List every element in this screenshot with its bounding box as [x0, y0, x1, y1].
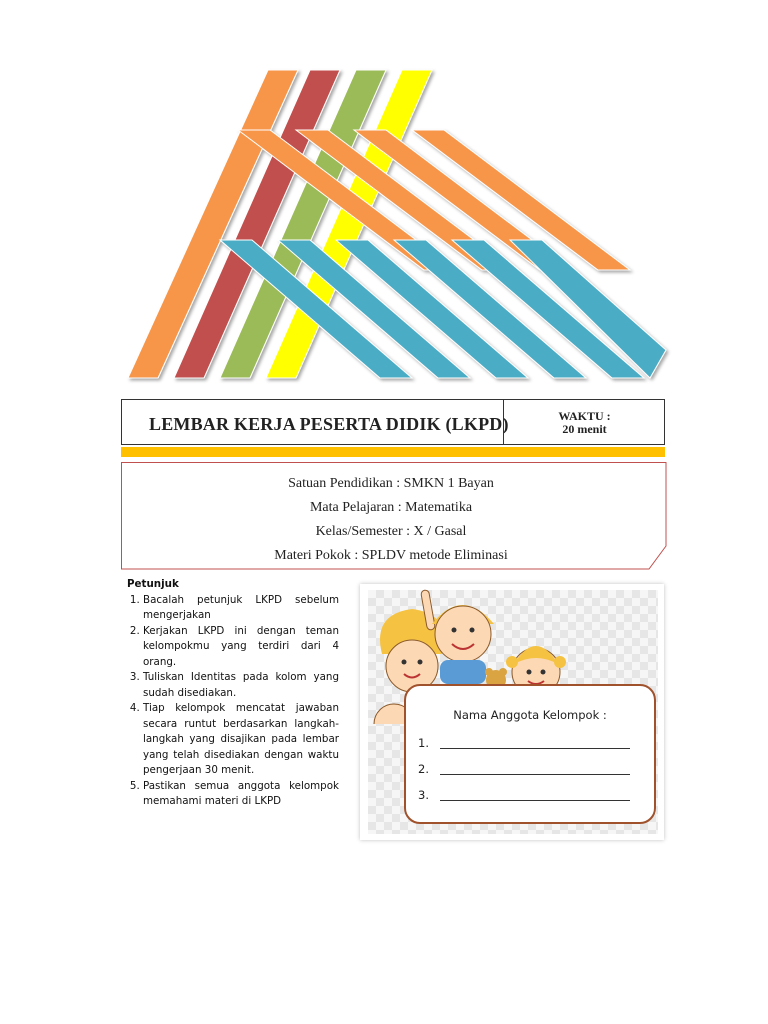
petunjuk-list [127, 593, 339, 810]
document-title: LEMBAR KERJA PESERTA DIDIK (LKPD) [149, 414, 509, 434]
member-number-2: 2. [418, 762, 429, 776]
identity-mapel: Mata Pelajaran : Matematika [309, 500, 473, 515]
identity-box [121, 462, 667, 570]
member-card-title: Nama Anggota Kelompok : [453, 708, 607, 722]
petunjuk-section [127, 577, 339, 810]
member-input-3[interactable] [440, 800, 630, 801]
identity-materi: Materi Pokok : SPLDV metode Eliminasi [274, 548, 508, 563]
petunjuk-heading: Petunjuk [127, 578, 179, 590]
petunjuk-item: 4. Tiap kelompok mencatat jawaban secara runtut berdasarkan langkah-langkah yang disajikan pada lembar yang telah disediakan dengan waktu pengerjaan 30 menit. [143, 701, 339, 779]
waktu-value: 20 menit [562, 422, 607, 436]
title-box [121, 399, 665, 445]
member-input-2[interactable] [440, 774, 630, 775]
petunjuk-item: 1. Bacalah petunjuk LKPD sebelum mengerjakan [143, 593, 339, 624]
member-number-1: 1. [418, 736, 429, 750]
member-input-1[interactable] [440, 748, 630, 749]
member-number-3: 3. [418, 788, 429, 802]
waktu-box [503, 400, 665, 444]
petunjuk-item: 5. Pastikan semua anggota kelompok memahami materi di LKPD [143, 779, 339, 810]
stripes-logo [120, 60, 680, 390]
kelompok-panel [360, 584, 664, 840]
identity-satuan: Satuan Pendidikan : SMKN 1 Bayan [288, 476, 494, 491]
identity-kelas: Kelas/Semester : X / Gasal [315, 524, 467, 539]
petunjuk-item: 2. Kerjakan LKPD ini dengan teman kelompokmu yang terdiri dari 4 orang. [143, 624, 339, 671]
accent-bar [121, 447, 665, 457]
petunjuk-item: 3. Tuliskan Identitas pada kolom yang sudah disediakan. [143, 670, 339, 701]
member-card [404, 684, 656, 824]
waktu-label: WAKTU : [558, 409, 611, 423]
